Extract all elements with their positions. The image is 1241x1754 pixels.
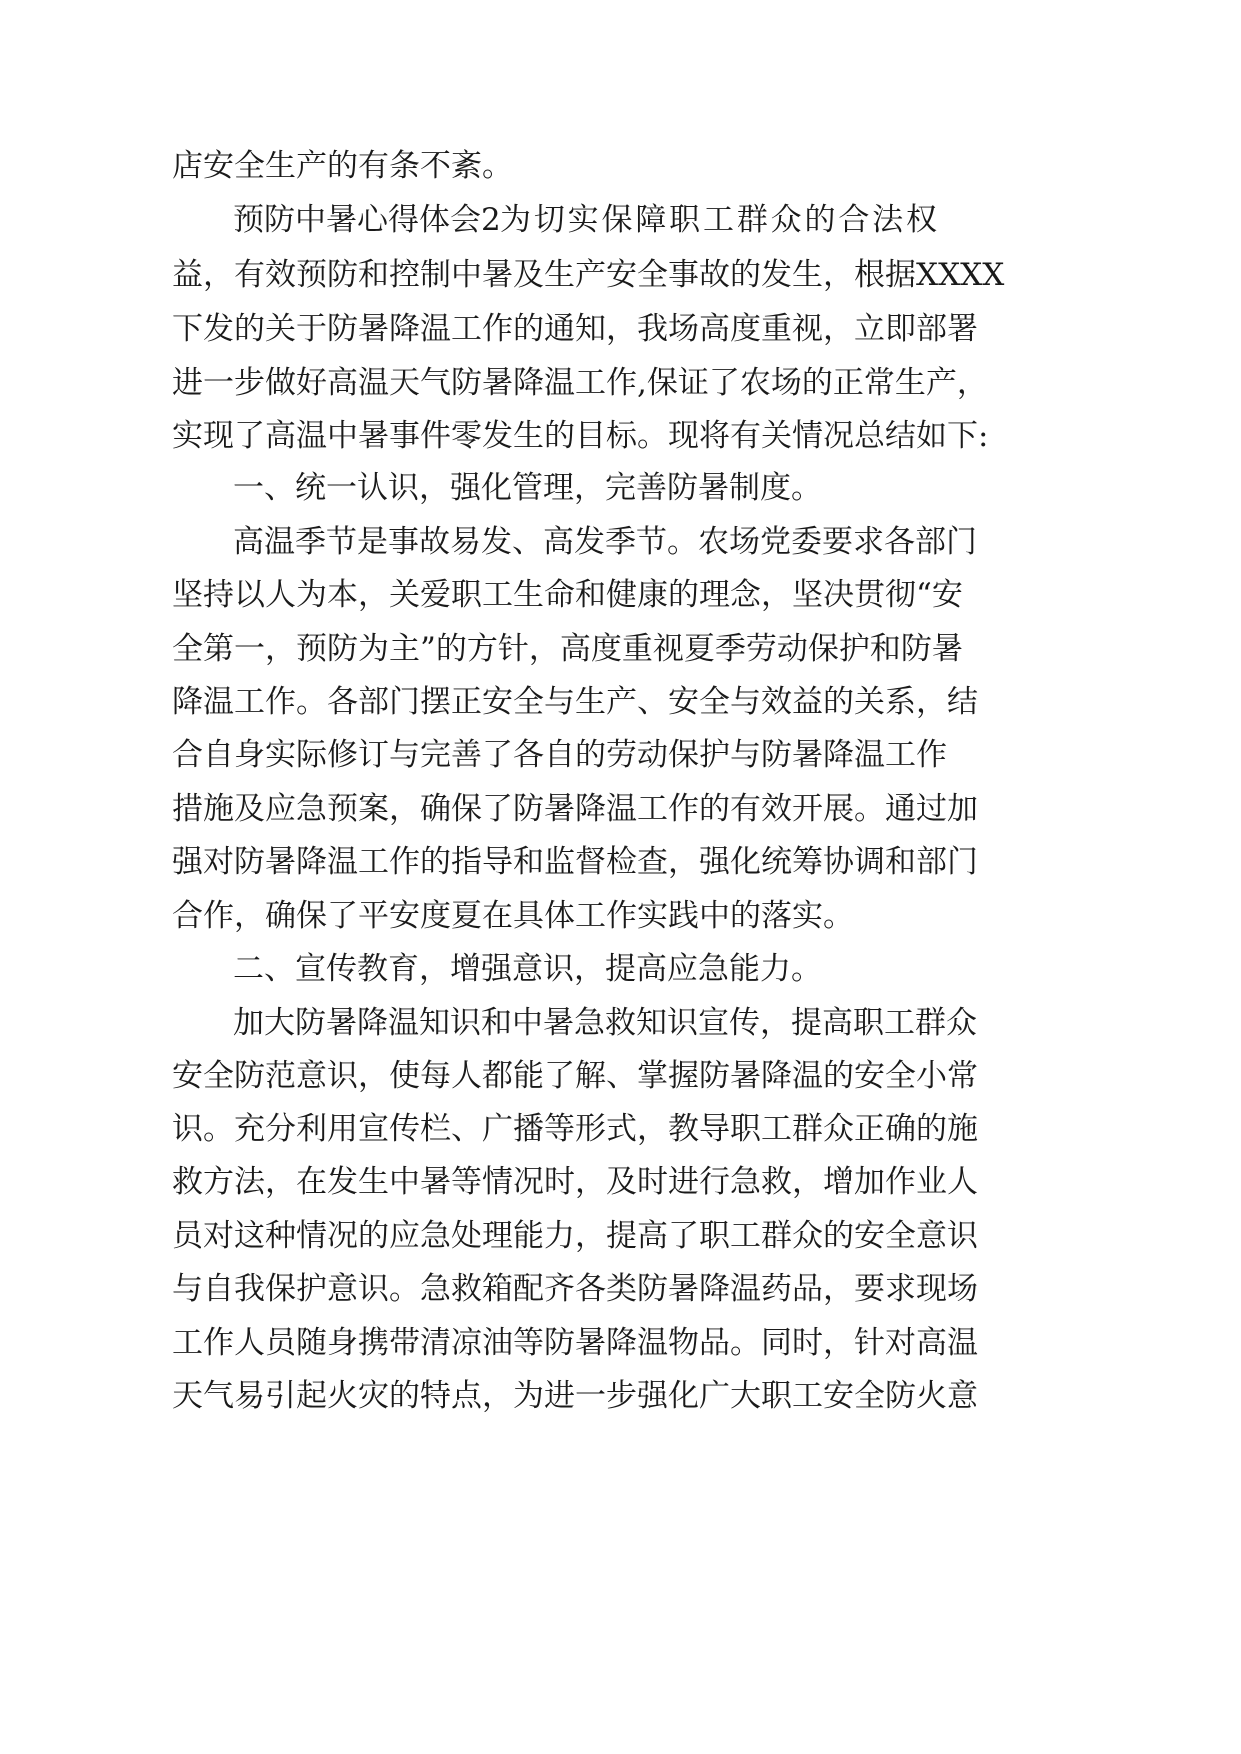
line-text: 全第一，预防为主”的方针，高度重视夏季劳动保护和防暑 xyxy=(172,631,963,667)
text-line-6 xyxy=(0,406,1241,466)
line-text: 强对防暑降温工作的指导和监督检查，强化统筹协调和部门 xyxy=(172,844,978,880)
text-line-1 xyxy=(0,136,1241,196)
line-text: 安全防范意识，使每人都能了解、掌握防暑降温的安全小常 xyxy=(172,1058,978,1094)
line-text: 为切实保障职工群众的合法权 xyxy=(500,202,937,238)
section-heading: 一、统一认识，强化管理，完善防暑制度。 xyxy=(233,470,822,506)
text-line-11 xyxy=(0,672,1241,732)
text-line-20 xyxy=(0,1152,1241,1212)
line-text: 工作人员随身携带清凉油等防暑降温物品。同时，针对高温 xyxy=(172,1325,978,1361)
line-text: 与自我保护意识。急救箱配齐各类防暑降温药品，要求现场 xyxy=(172,1271,978,1307)
text-line-24 xyxy=(0,1366,1241,1426)
text-line-19 xyxy=(0,1099,1241,1159)
line-text: 识。充分利用宣传栏、广播等形式，教导职工群众正确的施 xyxy=(172,1111,978,1147)
line-text: 益，有效预防和控制中暑及生产安全事故的发生，根据XXXX xyxy=(172,257,1005,293)
text-line-22 xyxy=(0,1259,1241,1319)
line-text: 加大防暑降温知识和中暑急救知识宣传，提高职工群众 xyxy=(233,1005,977,1041)
line-text: 进一步做好高温天气防暑降温工作,保证了农场的正常生产， xyxy=(172,365,988,401)
text-line-2 xyxy=(0,190,1241,250)
text-line-5 xyxy=(0,353,1241,413)
text-line-7 xyxy=(0,458,1241,518)
line-text: 合作，确保了平安度夏在具体工作实践中的落实。 xyxy=(172,898,854,934)
line-text: 措施及应急预案，确保了防暑降温工作的有效开展。通过加 xyxy=(172,791,978,827)
line-text: 下发的关于防暑降温工作的通知，我场高度重视，立即部署 xyxy=(172,311,978,347)
text-line-13 xyxy=(0,779,1241,839)
line-text: 员对这种情况的应急处理能力，提高了职工群众的安全意识 xyxy=(172,1218,978,1254)
line-text: 高温季节是事故易发、高发季节。农场党委要求各部门 xyxy=(233,524,977,560)
text-line-18 xyxy=(0,1046,1241,1106)
text-line-16 xyxy=(0,939,1241,999)
section-heading: 二、宣传教育，增强意识，提高应急能力。 xyxy=(233,951,822,987)
line-text: 合自身实际修订与完善了各自的劳动保护与防暑降温工作 xyxy=(172,737,947,773)
text-line-8 xyxy=(0,512,1241,572)
text-line-12 xyxy=(0,725,1241,785)
line-text: 天气易引起火灾的特点，为进一步强化广大职工安全防火意 xyxy=(172,1378,978,1414)
text-line-10 xyxy=(0,619,1241,679)
text-line-23 xyxy=(0,1313,1241,1373)
text-line-3 xyxy=(0,245,1241,305)
line-text: 降温工作。各部门摆正安全与生产、安全与效益的关系，结 xyxy=(172,684,978,720)
text-line-21 xyxy=(0,1206,1241,1266)
line-text: 店安全生产的有条不紊。 xyxy=(172,148,513,184)
text-line-17 xyxy=(0,993,1241,1053)
line-text: 坚持以人为本，关爱职工生命和健康的理念，坚决贯彻“安 xyxy=(172,577,963,613)
line-text: 实现了高温中暑事件零发生的目标。现将有关情况总结如下: xyxy=(172,418,989,454)
text-line-9 xyxy=(0,565,1241,625)
section-heading: 预防中暑心得体会2 xyxy=(233,202,501,238)
line-text: 救方法，在发生中暑等情况时，及时进行急救，增加作业人 xyxy=(172,1164,978,1200)
text-line-4 xyxy=(0,299,1241,359)
text-line-15 xyxy=(0,886,1241,946)
text-line-14 xyxy=(0,832,1241,892)
